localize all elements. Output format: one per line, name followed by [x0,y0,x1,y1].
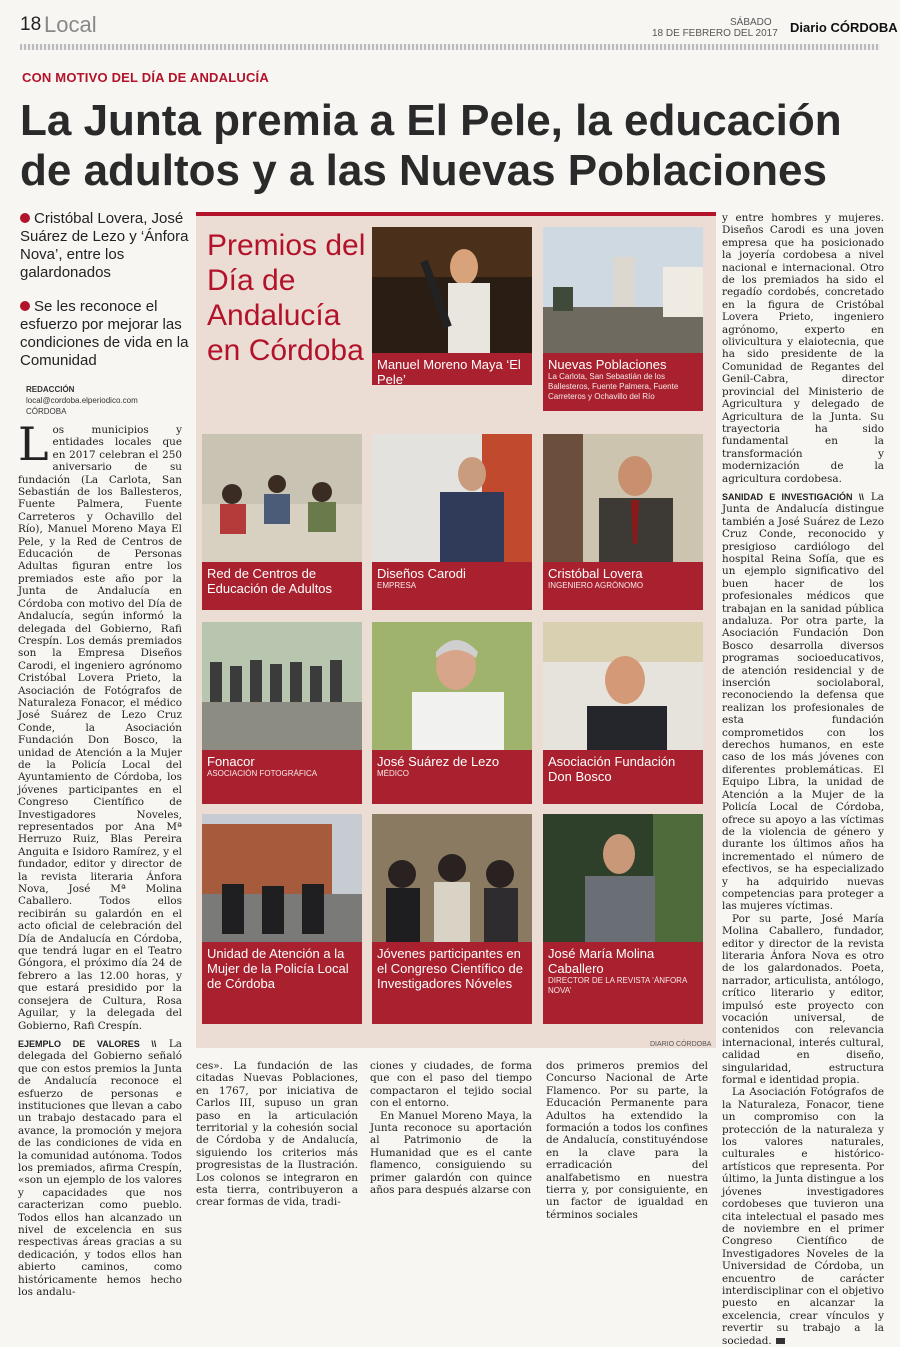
article-column-3 [370,1060,532,1210]
photo-cristobal-lovera [543,434,703,562]
subhead-2: Se les reconoce el esfuerzo por mejorar las condiciones de vida en la Comunidad [20,298,189,369]
award-card [372,434,532,610]
award-card [372,622,532,804]
award-card [202,814,362,1024]
award-card [372,814,532,1024]
paragraph: La Junta de Andalucía distingue también a José Suárez de Lezo Cruz Conde, reconocido y presigioso cardiólogo del hospital Reina Sofía, que es un ejemplo significativo del buen hacer de los profesionales médicos que trabajan en la sanidad pública andaluza. Por otra parte, la Asociación Fundación Don Bosco desarrolla diversos programas socioeducativos, de atención residencial y de inserción sociolaboral, reconociendo la defensa que realizan los profesionales de esta fundación comprometidos con los derechos humanos, en este caso de los más jóvenes con diferentes problemáticas. El Equipo Libra, la unidad de Atención a la Mujer de la Policía Local de Córdoba, ofrece su apoyo a las víctimas de la violencia de género y durante los últimos años ha incrementado el número de efectivos, se ha especializado y ha adquirido nuevas competencias para proteger a las mujeres víctimas. [722,490,884,913]
bullet-icon [20,301,30,311]
paragraph: ces». La fundación de las citadas Nuevas Poblaciones, en 1767, por iniciativa de Carlos III, supuso un gran paso en la articulación territorial y la cohesión social de Córdoba y de Andalucía, siguiendo los criterios más progresistas de la Ilustración. Los colonos se integraron en esta tierra, contribuyeron a crear formas de vida, tradi- [196,1060,358,1209]
section-title: Local [44,12,97,37]
article-column-1 [18,417,182,1299]
paragraph: ciones y ciudades, de forma que con el paso del tiempo compactaron el tejido social con el entorno. [370,1060,532,1110]
paragraph: y entre hombres y mujeres. Diseños Carodi es una joven empresa que ha posicionado la joyería cordobesa a nivel nacional e internacional. Otro de los premiados ha sido el regadío cordobés, concretado en la figura de Cristóbal Lovera Prieto, ingeniero agrónomo, experto en olivicultura y elaiotecnia, que ha sido presidente de la Comunidad de Regantes del Genil-Cabra, director provincial del Ministerio de Agricultura y delegado de Agricultura de la Junta. Su trayectoria ha sido fundamental en la transformación y modernización de la agricultura cordobesa. [722,212,884,485]
photo-nuevas-poblaciones [543,227,703,353]
photo-policia-local [202,814,362,942]
publication-date: 18 DE FEBRERO DEL 2017 [652,28,778,39]
award-caption: Unidad de Atención a la Mujer de la Policía Local de Córdoba [202,942,362,1024]
award-card [202,622,362,804]
runin-heading: SANIDAD E INVESTIGACIÓN \\ [722,491,864,502]
award-caption: Diseños Carodi EMPRESA [372,562,532,610]
article-column-2 [196,1060,358,1210]
photo-jovenes-investigadores [372,814,532,942]
award-card [543,227,703,401]
award-caption: Red de Centros de Educación de Adultos [202,562,362,610]
page-number: 18 [20,14,42,35]
award-card [543,622,703,804]
award-card [543,434,703,610]
article-column-4 [546,1060,708,1221]
headline-line-1: La Junta premia a El Pele, la educación [20,96,842,145]
bullet-icon [20,213,30,223]
newspaper-name: Diario CÓRDOBA [790,20,898,35]
paragraph: La Asociación Fotógrafos de la Naturaleza, Fonacor, tiene un compromiso con la protección de la naturaleza y los valores naturales, culturales e histórico-artísticos que representa. Por último, la Junta distingue a los jóvenes investigadores cordobeses que tuvieron una cita intelectual el pasado mes de noviembre en el primer Congreso Científico de Investigadores Noveles de la Universidad de Córdoba, un encuentro de carácter interdisciplinar con el objetivo puesto en alcanzar la excelencia, crear vínculos y revertir su trabajo a la sociedad. [722,1086,884,1347]
header-rule [20,44,880,50]
dropcap: L [18,417,49,471]
photo-jose-suarez-de-lezo [372,622,532,750]
award-caption: Manuel Moreno Maya ‘El Pele’ [372,353,532,385]
photo-red-centros [202,434,362,562]
byline [26,384,138,417]
photo-disenos-carodi [372,434,532,562]
paragraph: os municipios y entidades locales que en 2017 celebran el 250 aniversario de su fundación (La Carlota, San Sebastián de los Ballesteros, Fuente Palmera, Fuente Carreteros y Ochavillo del Río), Manuel Moreno Maya El Pele, y la Red de Centros de Educación de Personas Adultas figuran entre los premiados este año por la Junta de Andalucía en Córdoba con motivo del Día de Andalucía, según informó la delegada del Gobierno, Rafi Crespín. Los demás premiados son la Empresa Diseños Carodi, el ingeniero agrónomo Cristóbal Lovera Prieto, la Asociación de Fotógrafos de Naturaleza Fonacor, el médico José Suárez de Lezo Cruz Conde, la Asociación Fundación Don Bosco, la unidad de Atención a la Mujer de la Policía Local del Ayuntamiento de Córdoba, los jóvenes participantes en el Congreso Científico de Investigadores Noveles, representados por Ana Mª Herruzo Ruiz, Blas Pereira Anguita e Isidoro Ramírez, y el fundador, editor y director de la revista literaria Ánfora Nova, José Mª Molina Caballero. Todos ellos recibirán su galardón en el acto oficial de celebración del Día de Andalucía en Córdoba, que tendrá lugar en el Teatro Góngora, el próximo día 24 de febrero a las 12.00 horas, y que estará presidido por la consejera de Cultura, Rosa Aguilar, y la delegada del Gobierno, Rafi Crespín. [18,424,182,1032]
award-caption: Fonacor ASOCIACIÓN FOTOGRÁFICA [202,750,362,804]
article-column-5 [722,212,884,1347]
byline-email: local@cordoba.elperiodico.com [26,396,138,405]
end-mark-icon [776,1338,785,1344]
award-caption: Nuevas Poblaciones La Carlota, San Sebastián de los Ballesteros, Fuente Palmera, Fuente Carreteros y Ochavillo del Río [543,353,703,411]
byline-label: REDACCIÓN [26,385,75,394]
headline [20,96,880,196]
award-caption: José Suárez de Lezo MÉDICO [372,750,532,804]
headline-line-2: de adultos y a las Nuevas Poblaciones [20,146,827,195]
award-caption: José María Molina Caballero DIRECTOR DE LA REVISTA ‘ÁNFORA NOVA’ [543,942,703,1024]
award-card [202,434,362,610]
photo-jose-maria-molina [543,814,703,942]
paragraph: En Manuel Moreno Maya, la Junta reconoce su aportación al Patrimonio de la Humanidad que es el cante flamenco, consiguiendo su primer galardón con quince años para después alzarse con [370,1109,532,1197]
runin-heading: EJEMPLO DE VALORES \\ [18,1038,157,1049]
publication-day: SÁBADO [730,17,772,28]
photo-fonacor [202,622,362,750]
award-card [372,227,532,385]
award-caption: Cristóbal Lovera INGENIERO AGRÓNOMO [543,562,703,610]
photo-el-pele [372,227,532,353]
photo-fundacion-don-bosco [543,622,703,750]
photo-credit: DIARIO CÓRDOBA [650,1041,712,1048]
byline-city: CÓRDOBA [26,407,67,416]
award-caption: Jóvenes participantes en el Congreso Científico de Investigadores Nóveles [372,942,532,1024]
award-card [543,814,703,1024]
kicker: CON MOTIVO DEL DÍA DE ANDALUCÍA [22,70,269,85]
award-caption: Asociación Fundación Don Bosco [543,750,703,804]
paragraph: dos primeros premios del Concurso Nacional de Arte Flamenco. Por su parte, la Educación Permanente para Adultos ha extendido la formación a todos los confines de Andalucía, constituyéndose en la clave para la erradicación del analfabetismo en nuestra tierra y, por consiguiente, en un factor de igualdad en términos sociales [546,1060,708,1221]
subhead-1: Cristóbal Lovera, José Suárez de Lezo y ‘Ánfora Nova’, entre los galardonados [20,210,189,281]
feature-title: Premios del Día de Andalucía en Córdoba [207,229,366,367]
paragraph: La delegada del Gobierno señaló que con estos premios la Junta de Andalucía reconoce el esfuerzo de personas e instituciones que llevan a cabo un trabajo destacado para el avance, la promoción y mejora de las condiciones de vida en la comunidad autónoma. Todos los premiados, afirma Crespín, «son un ejemplo de los valores y capacidades que nos caracterizan como pueblo. Todos ellos han alcanzado un nivel de excelencia en sus respectivas áreas gracias a su dedicación, y todos ellos han abierto caminos, como históricamente hemos hecho los andalu- [18,1037,182,1299]
paragraph: Por su parte, José María Molina Caballero, fundador, editor y director de la revista literaria Ánfora Nova es otro de los galardonados. Poeta, narrador, articulista, antólogo, crítico literario y editor, impulsó este proyecto con vocación universal, de contenidos con relevancia internacional, interés cultural, calidad en diseño, singularidad, estructura formal e identidad propia. [722,912,884,1087]
